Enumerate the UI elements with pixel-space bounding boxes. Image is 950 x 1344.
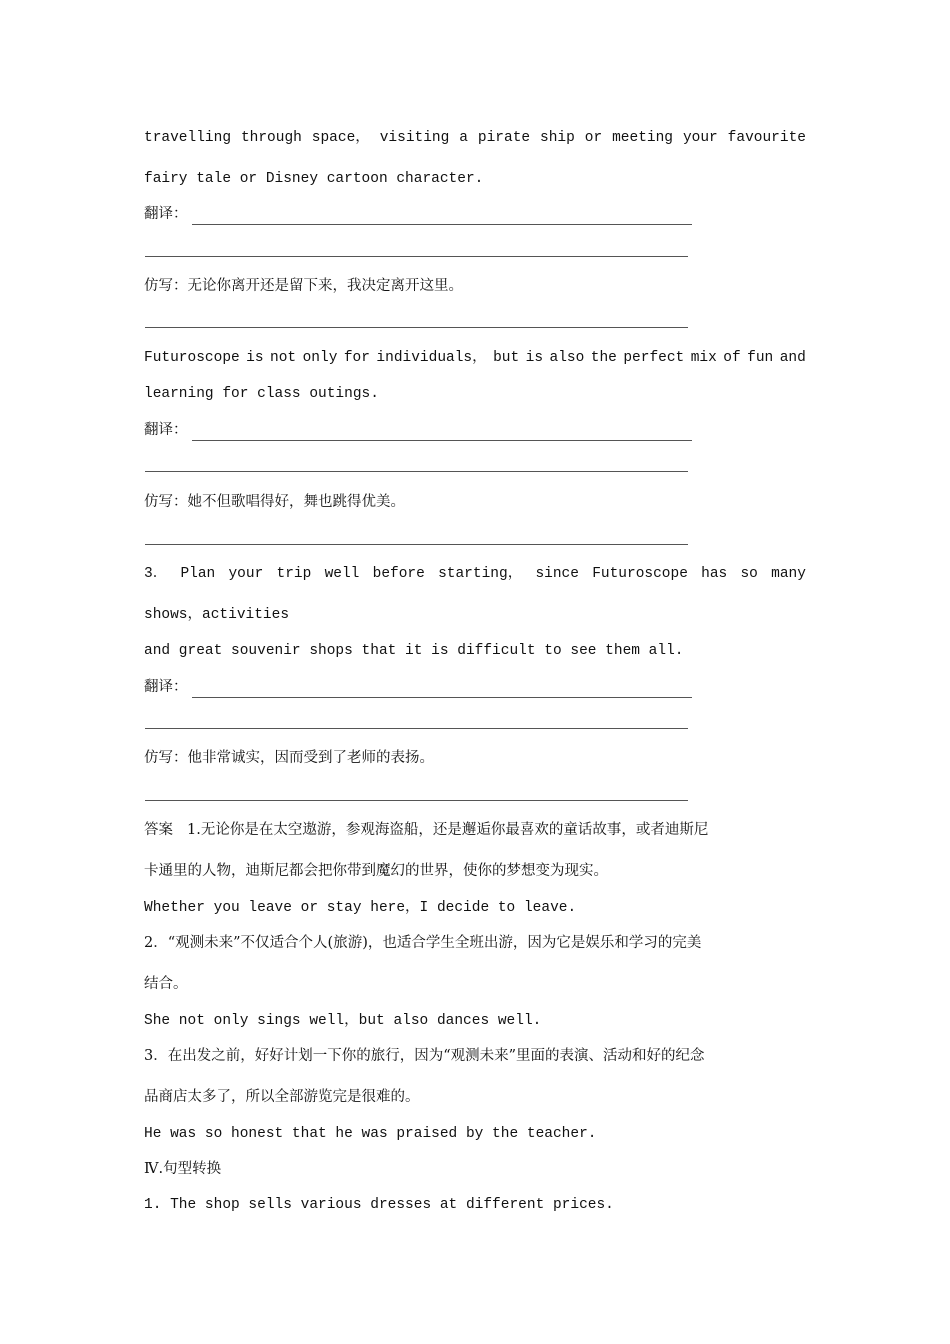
word: starting， (438, 566, 523, 582)
word: space， (311, 130, 370, 146)
section2-paragraph-line2: learning for class outings. (144, 386, 379, 402)
answer-1-english: Whether you leave or stay here，I decide to leave. (144, 900, 577, 916)
word: perfect (623, 350, 685, 366)
translate-answer-blank[interactable] (192, 683, 692, 698)
answer-3-line1: 3．在出发之前，好好计划一下你的旅行，因为“观测未来”里面的表演、活动和好的纪念 (144, 1048, 705, 1064)
translate-answer-blank[interactable] (192, 210, 692, 225)
answer-rule[interactable] (145, 800, 688, 801)
answer-2-english: She not only sings well，but also dances well. (144, 1013, 542, 1029)
answer-label: 答案 (144, 822, 173, 838)
word: trip (276, 566, 312, 582)
answer-1-line1 (144, 819, 708, 841)
word: of (723, 350, 741, 366)
word: pirate (477, 130, 531, 146)
word: your (682, 130, 718, 146)
word: travelling (144, 130, 232, 146)
word: is (525, 350, 544, 366)
translate-label: 翻译： (144, 679, 188, 695)
word: since (535, 566, 579, 582)
section1-imitate-row (144, 275, 463, 297)
section1-paragraph-line1 (144, 127, 806, 149)
word: many (771, 566, 806, 582)
imitate-label: 仿写： (144, 750, 188, 766)
word: not (270, 350, 297, 366)
word: or (584, 130, 603, 146)
word: through (240, 130, 302, 146)
word: 3． (144, 566, 168, 582)
word: Plan (180, 566, 216, 582)
word: and (779, 350, 806, 366)
answer-3-english: He was so honest that he was praised by the teacher. (144, 1126, 597, 1142)
answer-rule[interactable] (145, 256, 688, 257)
section2-paragraph-line1 (144, 347, 806, 369)
word: mix (690, 350, 717, 366)
word: fun (747, 350, 774, 366)
answer-rule[interactable] (145, 327, 688, 328)
translate-answer-blank[interactable] (192, 426, 692, 441)
word: well (324, 566, 360, 582)
word: a (459, 130, 468, 146)
word: Futuroscope (592, 566, 688, 582)
section1-translate-row (144, 203, 692, 225)
answer-3-line2: 品商店太多了，所以全部游览完是很难的。 (144, 1089, 420, 1105)
translate-label: 翻译： (144, 422, 188, 438)
word: meeting (612, 130, 674, 146)
word: also (549, 350, 585, 366)
imitate-prompt: 他非常诚实，因而受到了老师的表扬。 (187, 750, 434, 766)
word: before (372, 566, 425, 582)
word: favourite (727, 130, 806, 146)
answer-1-line2: 卡通里的人物，迪斯尼都会把你带到魔幻的世界，使你的梦想变为现实。 (144, 863, 608, 879)
section1-paragraph-line2: fairy tale or Disney cartoon character. (144, 171, 484, 187)
word: so (740, 566, 758, 582)
word: individuals， (376, 350, 487, 366)
word: but (493, 350, 520, 366)
answer-rule[interactable] (145, 544, 688, 545)
word: only (302, 350, 338, 366)
section3-paragraph-line3: and great souvenir shops that it is difficult to see them all. (144, 643, 684, 659)
section3-paragraph-line1 (144, 563, 806, 585)
section3-paragraph-line2: shows，activities (144, 607, 290, 623)
word: Futuroscope (144, 350, 240, 366)
translate-label: 翻译： (144, 206, 188, 222)
word: is (246, 350, 264, 366)
answer-rule[interactable] (145, 728, 688, 729)
section2-imitate-row (144, 491, 405, 513)
word: visiting (379, 130, 450, 146)
section4-question-1: 1. The shop sells various dresses at different prices. (144, 1197, 614, 1213)
word: for (343, 350, 370, 366)
imitate-label: 仿写： (144, 278, 188, 294)
answer-rule[interactable] (145, 471, 688, 472)
word: ship (540, 130, 575, 146)
answer-2-line2: 结合。 (144, 976, 188, 992)
section2-translate-row (144, 419, 692, 441)
imitate-prompt: 无论你离开还是留下来，我决定离开这里。 (187, 278, 463, 294)
section3-imitate-row (144, 747, 434, 769)
imitate-label: 仿写： (144, 494, 188, 510)
word: the (590, 350, 617, 366)
word: your (228, 566, 264, 582)
section4-heading: Ⅳ.句型转换 (144, 1161, 222, 1177)
section3-translate-row (144, 676, 692, 698)
answer-1-text: 1.无论你是在太空遨游，参观海盗船，还是邂逅你最喜欢的童话故事，或者迪斯尼 (187, 822, 709, 838)
imitate-prompt: 她不但歌唱得好，舞也跳得优美。 (187, 494, 405, 510)
answer-2-line1: 2．“观测未来”不仅适合个人(旅游)，也适合学生全班出游，因为它是娱乐和学习的完美 (144, 935, 702, 951)
word: has (701, 566, 728, 582)
